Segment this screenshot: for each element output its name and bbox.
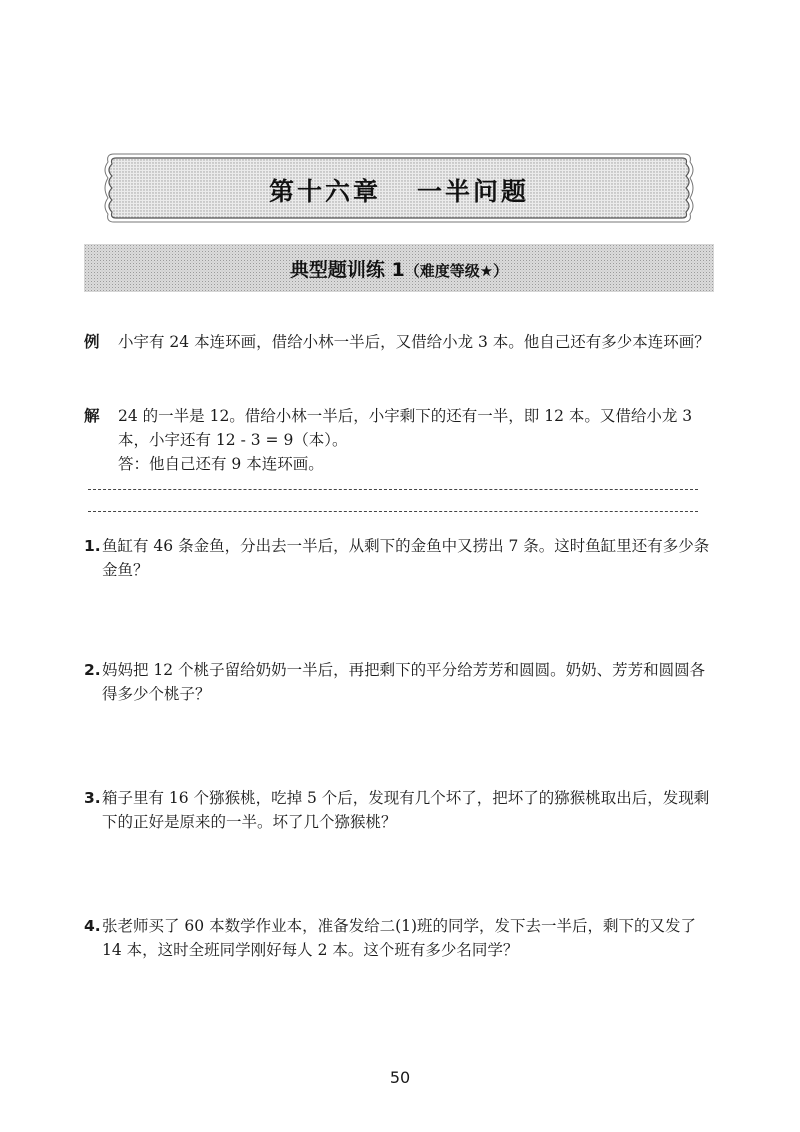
problem-text: 箱子里有 16 个猕猴桃，吃掉 5 个后，发现有几个坏了，把坏了的猕猴桃取出后，发现剩下的正好是原来的一半。坏了几个猕猴桃？ [102, 789, 710, 831]
section-title-text: 典型题训练 1 [289, 259, 405, 281]
problem-item [84, 534, 714, 582]
example-block [84, 330, 714, 354]
problem-number: 1. [84, 537, 101, 555]
problem-item [84, 658, 714, 706]
problem-item [84, 914, 714, 962]
chapter-title [104, 172, 694, 208]
chapter-number: 第十六章 [268, 177, 381, 206]
problem-number: 4. [84, 917, 101, 935]
solution-answer: 答：他自己还有 9 本连环画。 [118, 455, 324, 473]
problem-text: 妈妈把 12 个桃子留给奶奶一半后，再把剩下的平分给芳芳和圆圆。奶奶、芳芳和圆圆各得多少个桃子？ [102, 661, 706, 703]
section-title [84, 255, 714, 282]
chapter-name: 一半问题 [417, 177, 530, 206]
solution-block [84, 404, 714, 476]
difficulty-label: （难度等级★） [404, 262, 509, 280]
problem-item [84, 786, 714, 834]
problem-number: 2. [84, 661, 101, 679]
solution-text: 24 的一半是 12。借给小林一半后，小宇剩下的还有一半，即 12 本。又借给小龙 3 本，小宇还有 12 - 3 = 9（本）。 [118, 407, 693, 449]
chapter-banner [104, 150, 694, 226]
problem-text: 张老师买了 60 本数学作业本，准备发给二(1)班的同学，发下去一半后，剩下的又发了 14 本，这时全班同学刚好每人 2 本。这个班有多少名同学？ [102, 917, 697, 959]
dashed-divider-1 [88, 489, 698, 490]
section-header [84, 244, 714, 292]
problem-number: 3. [84, 789, 101, 807]
dashed-divider-2 [88, 511, 698, 512]
example-label: 例 [84, 333, 100, 351]
problem-text: 鱼缸有 46 条金鱼，分出去一半后，从剩下的金鱼中又捞出 7 条。这时鱼缸里还有多少条金鱼？ [102, 537, 710, 579]
example-text: 小宇有 24 本连环画，借给小林一半后，又借给小龙 3 本。他自己还有多少本连环画？ [118, 333, 710, 351]
solution-label: 解 [84, 407, 100, 425]
page-number: 50 [389, 1068, 411, 1087]
